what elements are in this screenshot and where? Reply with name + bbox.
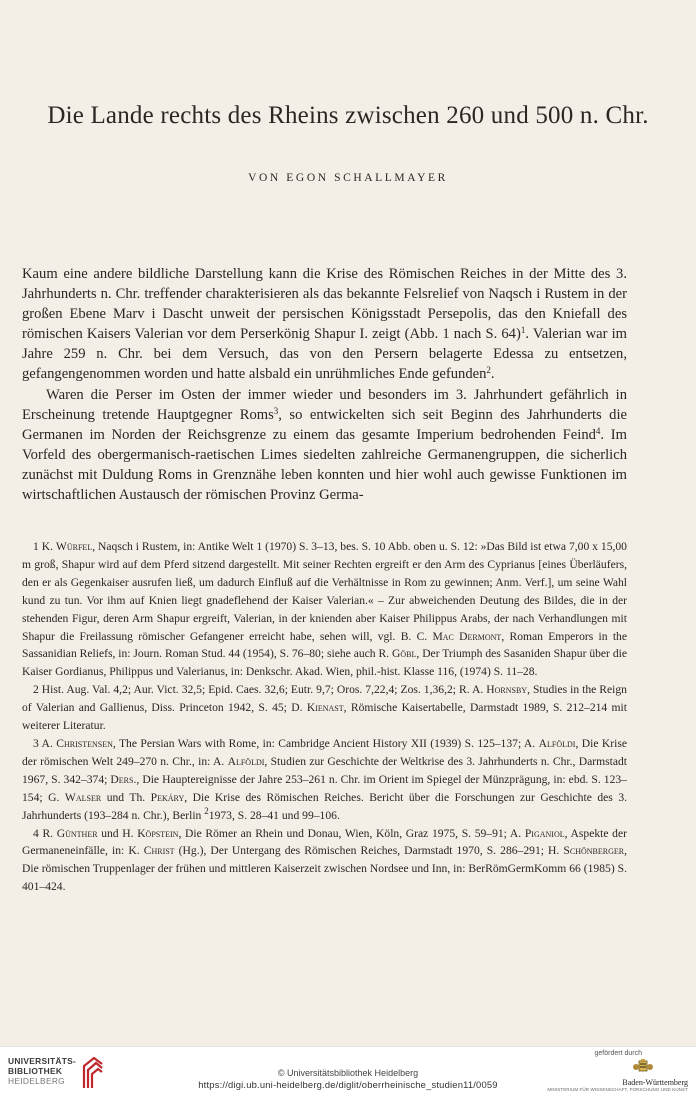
copyright-notice: © Universitätsbibliothek Heidelberg (277, 1068, 419, 1078)
permalink-url[interactable]: https://digi.ub.uni-heidelberg.de/diglit/oberrheinische_studien11/0059 (198, 1079, 498, 1090)
footnote-4: 4 R. Günther und H. Köpstein, Die Römer an Rhein und Donau, Wien, Köln, Graz 1975, S. 59–91; A. Piganiol, Aspekte der Germaneneinfälle, in: K. Christ (Hg.), Der Untergang des Römischen Reiches, Darmstadt 1970, S. 286–291; H. Schönberger, Die römischen Truppenlager der frühen und mittleren Kaiserzeit zwischen Nordsee und Inn, in: BerRömGermKomm 66 (1985) S. 401–424. (22, 826, 627, 894)
body-paragraph-1: Kaum eine andere bildliche Darstellung kann die Krise des Römischen Reiches in der Mitte des 3. Jahrhunderts n. Chr. treffender charakterisieren als das bekannte Felsrelief von Naqsch i Rustem in der großen Ebene Marv i Dascht unweit der persischen Königsstadt Persepolis, das den Kniefall des römischen Kaisers Valerian vor dem Perserkönig Shapur I. zeigt (Abb. 1 nach S. 64)$^1$. Valerian war im Jahre 259 n. Chr. bei dem Versuch, das von den Persern belagerte Edessa zu entsetzen, gefangengenommen worden und hatte alsbald ein unrühmliches Ende gefunden$^2$. (22, 266, 627, 383)
library-name: UNIVERSITÄTS- BIBLIOTHEK HEIDELBERG (8, 1056, 77, 1086)
body-text (22, 264, 627, 505)
footnote-2: 2 Hist. Aug. Val. 4,2; Aur. Vict. 32,5; Epid. Caes. 32,6; Eutr. 9,7; Oros. 7,22,4; Zos. 1,36,2; R. A. Hornsby, Studies in the Reign of Valerian and Gallienus, Diss. Princeton 1942, S. 45; D. Kienast, Römische Kaisertabelle, Darmstadt 1989, S. 212–214 mit weiterer Literatur. (22, 683, 627, 733)
footnotes (22, 538, 627, 896)
footnote-3: 3 A. Christensen, The Persian Wars with Rome, in: Cambridge Ancient History XII (1939) S. 125–137; A. Alföldi, Die Krise der römischen Welt 249–270 n. Chr., in: A. Alföldi, Studien zur Geschichte der Weltkrise des 3. Jahrhunderts n. Chr., Darmstadt 1967, S. 342–374; Ders., Die Hauptereignisse der Jahre 253–261 n. Chr. im Orient im Spiegel der Münzprägung, in: ebd. S. 123–154; G. Walser und Th. Pekáry, Die Krise des Römischen Reiches. Bericht über die Forschungen zur Geschichte des 3. Jahrhunderts (193–284 n. Chr.), Berlin $^2$1973, S. 28–41 und 99–106. (22, 736, 628, 822)
footnote-ref-3: 3 (273, 405, 279, 416)
footnote-1: 1 K. Würfel, Naqsch i Rustem, in: Antike Welt 1 (1970) S. 3–13, bes. S. 10 Abb. oben u. S. 12: »Das Bild ist etwa 7,00 x 15,00 m groß, Shapur wird auf dem Pferd sitzend dargestellt. Mit seiner Rechten ergreift er den Arm des Cyprianus [eines Überläufers, den er als Gegenkaiser ausrufen ließ, um dadurch Einfluß auf die Verhältnisse in Rom zu gewinnen; Anm. Verf.], um seine Wahl kund zu tun. Vor ihm auf Knien liegt gnadeflehend der Kaiser Valerian.« – Zur abweichenden Deutung des Bildes, die in der stehenden Figur, deren Arm Shapur ergreift, Valerian, in der knienden aber Kaiser Philippus Arabs, der nach Verhandlungen mit Shapur die Freilassung römischer Gefangener erreicht habe, sehen will, vgl. B. C. Mac Dermont, Roman Emperors in the Sassanidian Reliefs, in: Journ. Roman Stud. 44 (1954), S. 76–80; siehe auch R. Göbl, Der Triumph des Sasaniden Shapur über die Kaiser Gordianus, Philippus und Valerianus, in: Denkschr. Akad. Wien, phil.-hist. Klasse 116, (1974) S. 11–28. (22, 540, 627, 679)
article-author: VON EGON SCHALLMAYER (248, 172, 448, 184)
sponsor-ministry: MINISTERIUM FÜR WISSENSCHAFT, FORSCHUNG UND KUNST (547, 1087, 688, 1092)
coat-of-arms-icon (632, 1059, 654, 1077)
footnote-ref-1: 1 (520, 325, 526, 336)
funded-by-label: gefördert durch (594, 1050, 642, 1057)
body-paragraph-2: Waren die Perser im Osten der immer wieder und besonders im 3. Jahrhundert gefährlich in Erscheinung tretende Hauptgegner Roms$^3$, so entwickelten sich seit Beginn des Jahrhunderts die Germanen im Norden der Reichsgrenze zu einem das gesamte Imperium bedrohenden Feind$^4$. Im Vorfeld des obergermanisch-raetischen Limes siedelten zahlreiche Germanengruppen, die sicherlich zunächst mit Duldung Roms in Grenznähe leben konnten und hier wohl auch gewisse Funktionen im wirtschaftlichen Austausch der römischen Provinz Germa- (22, 386, 627, 504)
viewer-footer (0, 1046, 696, 1095)
article-title: Die Lande rechts des Rheins zwischen 260 und 500 n. Chr. (47, 102, 649, 129)
footnote-ref-4: 4 (595, 425, 601, 436)
sponsor-name[interactable]: Baden-Württemberg (622, 1078, 688, 1087)
footnote-ref-2: 2 (486, 365, 491, 376)
